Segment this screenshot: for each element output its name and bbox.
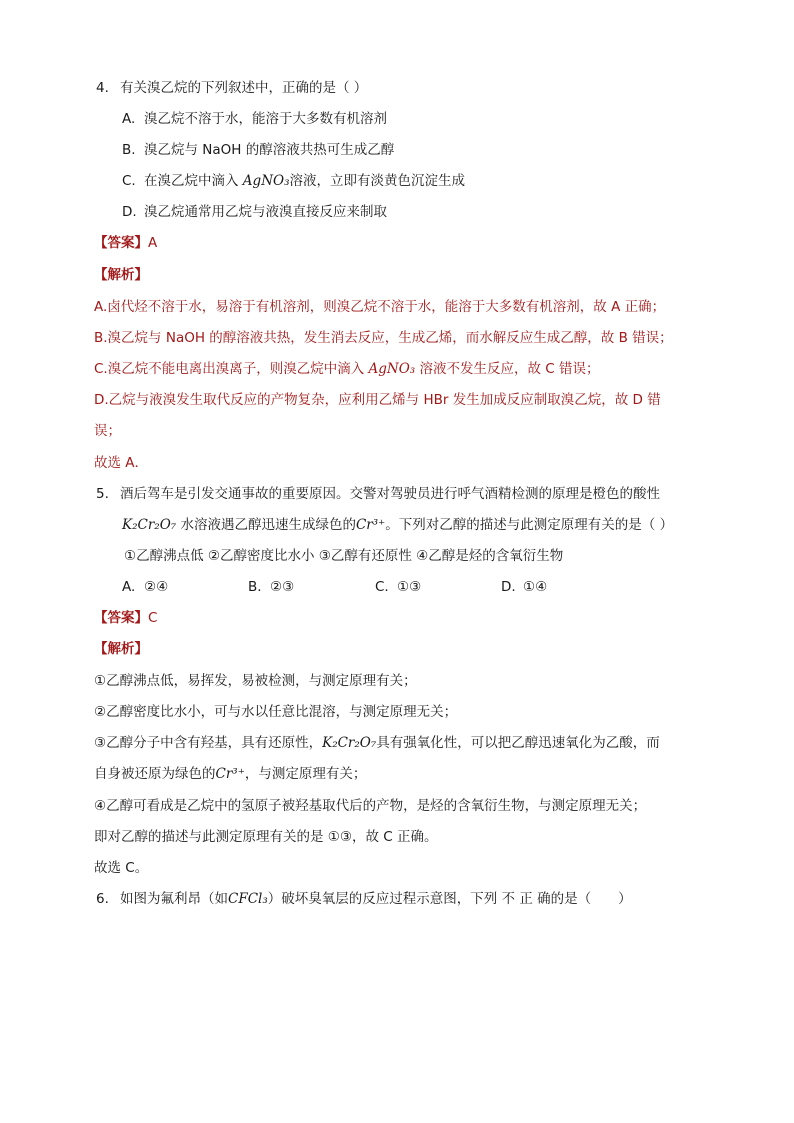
- q5-stem-line1: 5. 酒后驾车是引发交通事故的重要原因。交警对驾驶员进行呼气酒精检测的原理是橙色的酸性: [96, 486, 660, 502]
- q5-conclusion: 故选 C。: [94, 860, 149, 876]
- q4-analysis-label: 【解析】: [94, 267, 148, 283]
- q5-option-b: B. ②③: [248, 579, 295, 595]
- q4-number: 4.: [96, 80, 109, 96]
- q4-analysis-d: D.乙烷与液溴发生取代反应的产物复杂，应利用乙烯与 HBr 发生加成反应制取溴乙烷，故 D 错: [94, 392, 661, 408]
- q4-analysis-d-cont: 误；: [94, 423, 121, 439]
- q4-conclusion: 故选 A．: [94, 455, 149, 471]
- q4-option-c: C. 在溴乙烷中滴入 AgNO₃溶液，立即有淡黄色沉淀生成: [122, 173, 465, 189]
- q5-option-d: D. ①④: [501, 579, 548, 595]
- q5-option-a: A. ②④: [122, 579, 169, 595]
- cr3-ion: Cr³⁺: [355, 517, 386, 533]
- q4-option-d: D. 溴乙烷通常用乙烷与液溴直接反应来制取: [122, 204, 387, 220]
- q5-analysis-1: ①乙醇沸点低，易挥发，易被检测，与测定原理有关；: [94, 673, 417, 689]
- k2cr2o7-formula: K₂Cr₂O₇: [122, 517, 177, 533]
- q5-analysis-label: 【解析】: [94, 641, 148, 657]
- answer-label: 【答案】: [94, 235, 148, 251]
- q4-stem: [96, 78, 367, 98]
- answer-value: A: [148, 235, 158, 251]
- q5-stem-line2: K₂Cr₂O₇ 水溶液遇乙醇迅速生成绿色的Cr³⁺。下列对乙醇的描述与此测定原理有关的是（ ）: [122, 517, 674, 533]
- q6-number: 6.: [96, 891, 109, 907]
- q5-number: 5.: [96, 486, 109, 502]
- q4-option-a: A. 溴乙烷不溶于水，能溶于大多数有机溶剂: [122, 111, 387, 127]
- q4-stem-text: 有关溴乙烷的下列叙述中，正确的是（ ）: [120, 80, 368, 96]
- q4-option-b: B. 溴乙烷与 NaOH 的醇溶液共热可生成乙醇: [122, 142, 395, 158]
- q5-analysis-2: ②乙醇密度比水小，可与水以任意比混溶，与测定原理无关；: [94, 704, 458, 720]
- q5-analysis-6: 即对乙醇的描述与此测定原理有关的是 ①③，故 C 正确。: [94, 829, 438, 845]
- answer-value: C: [148, 610, 158, 626]
- q5-option-c: C. ①③: [375, 579, 422, 595]
- q4-analysis-b: B.溴乙烷与 NaOH 的醇溶液共热，发生消去反应，生成乙烯，而水解反应生成乙醇，故 B 错误；: [94, 330, 673, 346]
- q5-analysis-3: ③乙醇分子中含有羟基，具有还原性，K₂Cr₂O₇具有强氧化性，可以把乙醇迅速氧化为乙酸，而: [94, 735, 660, 751]
- q5-analysis-4: 自身被还原为绿色的Cr³⁺，与测定原理有关；: [94, 766, 367, 782]
- q6-stem: 6. 如图为氟利昂（如CFCl₃）破坏臭氧层的反应过程示意图，下列 不 正 确的是（ ）: [96, 891, 632, 907]
- q5-statements: ①乙醇沸点低 ②乙醇密度比水小 ③乙醇有还原性 ④乙醇是烃的含氧衍生物: [124, 548, 564, 564]
- q4-analysis-a: A.卤代烃不溶于水，易溶于有机溶剂，则溴乙烷不溶于水，能溶于大多数有机溶剂，故 A 正确；: [94, 299, 666, 315]
- q5-answer: [94, 608, 157, 628]
- answer-label: 【答案】: [94, 610, 148, 626]
- q5-analysis-5: ④乙醇可看成是乙烷中的氢原子被羟基取代后的产物，是烃的含氧衍生物，与测定原理无关；: [94, 798, 647, 814]
- cfcl3-formula: CFCl₃: [228, 891, 268, 907]
- q4-analysis-c: C.溴乙烷不能电离出溴离子，则溴乙烷中滴入 AgNO₃ 溶液不发生反应，故 C 错误；: [94, 361, 600, 377]
- q4-answer: [94, 233, 157, 253]
- agno3-formula: AgNO₃: [242, 173, 290, 189]
